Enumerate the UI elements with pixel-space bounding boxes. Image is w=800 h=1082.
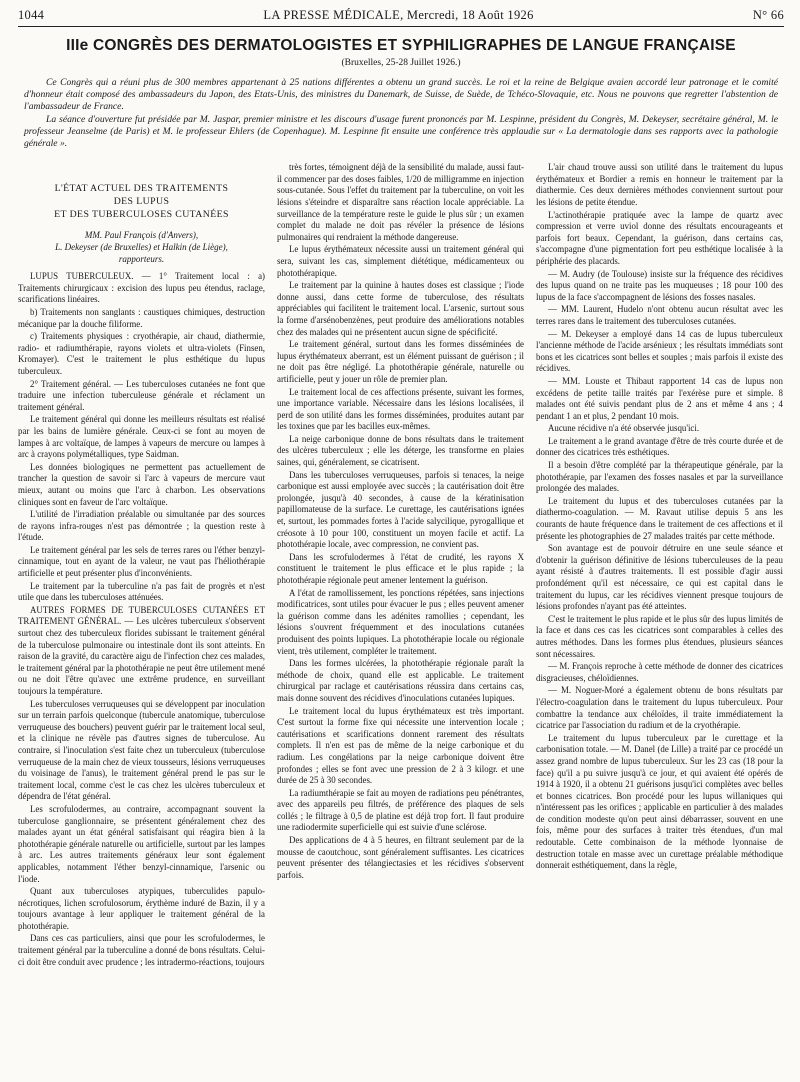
running-head [18,8,784,26]
paragraph: Le traitement local de ces affections présente, suivant les formes, une importance variable. Nécessaire dans les lésions localisées, il perd de son utilité dans les formes disséminées, produites autant par les toxines que par les bacilles eux-mêmes. [277,386,524,432]
article-title [18,182,265,221]
column-3-body [536,162,783,872]
congress-title: IIIe CONGRÈS DES DERMATOLOGISTES ET SYPHILIGRAPHES DE LANGUE FRANÇAISE [66,37,736,54]
paragraph: Quant aux tuberculoses atypiques, tuberculides papulo-nécrotiques, lichen scrofulosorum, érythème induré de Bazin, il y a toujours avantage à leur appliquer le traitement général de la photothérapie. [18,886,265,931]
paragraph: A l'état de ramollissement, les ponctions répétées, sans injections modificatrices, sont utiles pour évacuer le pus ; elles peuvent amener la guérison comme dans les adénites ramollies ; cependant, les lésions s'ouvrent fréquemment et des inoculations cutanées produisent des points lupiques. La photothérapie locale ou régionale vient, très utilement, compléter le traitement. [277,587,524,656]
paragraph: — M. Audry (de Toulouse) insiste sur la fréquence des récidives des lupus quand on ne traite pas les muqueuses ; 18 pour 100 des lupus de la face s'accompagnent de lésions des fosses nasales. [536,268,783,302]
paragraph: Les données biologiques ne permettent pas actuellement de trancher la question de savoir si l'arc à vapeurs de mercure vaut mieux, autant ou moins que l'arc à charbon. Les observations cliniques sont en faveur de l'arc voltaïque. [18,461,265,507]
author-line: MM. Paul François (d'Anvers), [84,230,199,241]
congress-intro [18,77,784,150]
paragraph: Son avantage est de pouvoir détruire en une seule séance et d'obtenir la guérison définitive de lésions tuberculeuses de la peau ayant résisté à d'autres traitements. Il est possible d'agir aussi profondément qu'il est nécessaire, ce qui est capital dans le traitement du lupus, car les récidives viennent presque toujours de lésions profondes n'ayant pas été atteintes. [536,543,783,612]
paragraph: Dans les formes ulcérées, la photothérapie régionale paraît la méthode de choix, quand elle est applicable. Le traitement chirurgical par raclage et cautérisations réussira dans certains cas, mais donne souvent des récidives d'inoculations cutanées lupiques. [277,658,524,703]
paragraph: Aucune récidive n'a été observée jusqu'ici. [548,423,700,434]
paragraph: Le traitement du lupus et des tuberculoses cutanées par la diathermo-coagulation. — M. Ravaut utilise depuis 5 ans les courants de haute fréquence dans le traitement de ces affections et il présente les photographies de 27 malades traités par cette méthode. [536,495,783,541]
column-1 [18,162,265,1022]
journal-title: LA PRESSE MÉDICALE, Mercredi, 18 Août 1926 [263,8,534,22]
paragraph: — M. François reproche à cette méthode de donner des cicatrices disgracieuses, chéloïdiennes. [536,661,783,683]
article-title-line: DES LUPUS [113,196,170,208]
paragraph: Le traitement général par les sels de terres rares ou l'éther benzyl-cinnamique, tout en ayant de la valeur, ne vaut pas l'héliothérapie artificielle et peut présenter plus d'inconvénients. [18,544,265,579]
paragraph: AUTRES FORMES DE TUBERCULOSES CUTANÉES ET TRAITEMENT GÉNÉRAL. — Les ulcères tuberculeux s'observent surtout chez des tuberculeux florides subissant le traitement général de la tuberculose pulmonaire ou intestinale dont ils sont atteints. En raison de la gravité, du caractère aigu de l'infection chez ces malades, le traitement général par la photothérapie ne peut être utilement mené ou ne doit l'être qu'avec une extrême prudence, en surveillant toujours la température. [18,604,265,696]
paragraph: — MM. Louste et Thibaut rapportent 14 cas de lupus non excédens de petite taille traités par l'exérèse pure et simple. 8 malades ont été suivis pendant plus de 2 ans et même 4 ans ; 4 pendant 1 an et plus, 2 pendant 10 mois. [536,375,783,421]
paragraph: Les scrofulodermes, au contraire, accompagnant souvent la tuberculose ganglionnaire, se présentent généralement chez des malades ayant un état général satisfaisant qui réagira bien à la photothérapie générale naturelle ou artificielle, surtout par les lampes à arc. Les autres traitements généraux leur sont également applicables, notamment l'éther benzyl-cinnamique, l'arsenic ou l'iode. [18,803,265,884]
paragraph: — M. Noguer-Moré a également obtenu de bons résultats par l'électro-coagulation dans le traitement du lupus tuberculeux. Pour combattre la tendance aux chéloïdes, il traite immédiatement la cicatrice par l'association du radium et de la cryothérapie. [536,685,783,731]
paragraph: C'est le traitement le plus rapide et le plus sûr des lupus limités de la face et dans ces cas les cicatrices sont comparables à celles des autres méthodes. Dans les formes plus étendues, plusieurs séances sont nécessaires. [536,613,783,659]
paragraph: Dans ces cas particuliers, ainsi que pour les scrofulodermes, le traitement général par la tuberculine a donné de bons résultats. Celui-ci doit être conduit avec prudence ; les intradermo-réactions, toujours [18,933,265,967]
paragraph: c) Traitements physiques : cryothérapie, air chaud, diathermie, radio- et radiumthérapie, rayons violets et ultra-violets (Finsen, Kromayer). C'est le traitement le plus esthétique du lupus tuberculeux. [18,331,265,376]
paragraph: Dans les scrofulodermes à l'état de crudité, les rayons X constituent le traitement le plus efficace et le plus rapide ; la photothérapie régionale peut amener lentement la guérison. [277,551,524,585]
paragraph: 2° Traitement général. — Les tuberculoses cutanées ne font que traduire une infection tuberculeuse générale et réclament un traitement général. [18,378,265,412]
column-3 [536,162,783,1022]
paragraph: — M. Dekeyser a employé dans 14 cas de lupus tuberculeux l'ancienne méthode de l'acide arsénieux ; les résultats immédiats sont bons et les cicatrices sont belles et souples ; mais parfois il existe des récidives. [536,328,783,374]
column-2 [277,162,524,1022]
paragraph: Les tuberculoses verruqueuses qui se développent par inoculation sur un terrain parfois quelconque (tubercule anatomique, tuberculose verruqueuse des bouchers) peuvent guérir par le traitement local seul, et la clinique ne révèle pas d'autres signes de tuberculose. Au contraire, si l'inoculation s'est faite chez un tuberculeux (tuberculose verruqueuse de la main chez de vieux tousseurs, lésions verruqueuses du voisinage de l'anus), le traitement général prend le pas sur le traitement local, comme c'est le cas chez les ulcères tuberculeux et dépendra de l'état général. [18,698,265,802]
paragraph: Le traitement par la tuberculine n'a pas fait de progrès et n'est utile que dans les tuberculoses atténuées. [18,580,265,603]
paragraph: L'actinothérapie pratiquée avec la lampe de quartz avec compression et verre uviol donne des résultats encourageants et parfois fort beaux. Cependant, la guérison, dans certains cas, s'accompagne d'une pigmentation fort peu esthétique localisée à la périphérie des placards. [536,209,783,266]
paragraph: La neige carbonique donne de bons résultats dans le traitement des ulcères tuberculeux ; elle les déterge, les transforme en plaies saines, qui, généralement, se cicatrisent. [277,433,524,468]
paragraph: b) Traitements non sanglants : caustiques chimiques, destruction mécanique par la douche filiforme. [18,307,265,329]
paragraph: Le traitement du lupus tuberculeux par le curettage et la carbonisation totale. — M. Danel (de Lille) a traité par ce procédé un assez grand nombre de lupus tuberculeux. Sur les 23 cas (18 pour la face) qu'il a pu suivre jusqu'à ce jour, et qui avaient été opérés de 1914 à 1920, il a obtenu 21 guérisons jusqu'ici complètes avec belles et bonnes cicatrices. Bon procédé pour les lupus willaniques qui n'intéressent pas les orifices ; applicable en particulier à des malades de condition modeste qu'on peut ainsi débarrasser, souvent en une fois, même pour des surfaces à traiter très étendues, d'un mal redoutable. Cette combinaison de la méthode lyonnaise de destruction totale en masse avec un curettage préalable méthodique donnerait esthétiquement, dans la règle, [536,732,783,871]
paragraph: La radiumthérapie se fait au moyen de radiations peu pénétrantes, avec des appareils peu filtrés, de préférence des plaques de sels collés ; le filtrage à 0,5 de platine est déjà trop fort. Il faut produire une radiodermite superficielle qui est suivie d'une sclérose. [277,787,524,833]
paragraph: Le traitement général qui donne les meilleurs résultats est réalisé par les bains de lumière générale. Ceux-ci se font au moyen de lampes à arc voltaïque, de lampes à vapeurs de mercure ou lampes à arc à crayons polymétalliques, type Saidman. [18,414,265,460]
paragraph: LUPUS TUBERCULEUX. — 1° Traitement local : a) Traitements chirurgicaux : excision des lupus peu étendus, raclage, scarifications linéaires. [18,271,265,305]
paragraph: Le traitement a le grand avantage d'être de très courte durée et de donner des cicatrices très esthétiques. [536,435,783,458]
newspaper-page [18,8,784,1076]
intro-paragraph: La séance d'ouverture fut présidée par M. Jaspar, premier ministre et les discours d'usage furent prononcés par M. Lespinne, président du Congrès, M. Dekeyser, secrétaire général, M. le professeur Jeanselme (de Paris) et M. le professeur Ehlers (de Copenhague). M. Lespinne fit ensuite une conférence très applaudie sur « La dermatologie dans ses rapports avec la pathologie générale ». [24,113,778,150]
header-rule [18,26,784,27]
author-line: rapporteurs. [118,254,165,265]
paragraph: très fortes, témoignent déjà de la sensibilité du malade, aussi faut-il commencer par des doses faibles, 1/20 de milligramme en injection sous-cutanée. Sous l'effet du traitement par la tuberculine, on voit les lésions s'éteindre et disparaître sans réaction locale appréciable. La surveillance de la température reste le guide le plus sûr ; un examen complet du malade ne doit pas révéler la présence de lésions pulmonaires qui rendraient la méthode dangereuse. [277,162,524,242]
paragraph: L'utilité de l'irradiation préalable ou simultanée par des sources de rayons infra-rouges n'est pas démontrée ; la question reste à l'étude. [18,509,265,543]
paragraph: Le traitement général, surtout dans les formes disséminées de lupus érythémateux aberrant, est un élément puissant de guérison ; il ne doit pas être négligé. La photothérapie générale, naturelle ou artificielle, peut y jouer un rôle de premier plan. [277,339,524,384]
page-number: 1044 [18,8,45,22]
issue-number: N° 66 [752,8,784,22]
paragraph: Le traitement par la quinine à hautes doses est classique ; l'iode donne aussi, dans cette forme de tuberculose, des résultats appréciables qui facilitent le traitement local. L'arsenic, surtout sous la forme d'arsénobenzènes, peut produire des améliorations notables chez des malades qui ne présentent aucun signe de spécificité. [277,280,524,337]
article-title-line: L'ÉTAT ACTUEL DES TRAITEMENTS [54,183,229,195]
article-columns [18,162,784,1022]
paragraph: Dans les tuberculoses verruqueuses, parfois si tenaces, la neige carbonique est aussi employée avec succès ; la cautérisation doit être prolongée, jusqu'à 40 secondes, à cause de la kératinisation papillomateuse de la surface. Le curettage, les cautérisations ignées et, surtout, les pommades fortes à l'acide salycilique, pyrogallique et créosote à 10 pour 100, constituent un moyen facile et actif. La photothérapie locale, avec compression, ne convient pas. [277,469,524,550]
paragraph: L'air chaud trouve aussi son utilité dans le traitement du lupus érythémateux et Bordier a remis en honneur le traitement par la diathermie. Ces deux dernières méthodes conviennent surtout pour les lésions de petite étendue. [536,162,783,207]
intro-paragraph: Ce Congrès qui a réuni plus de 300 membres appartenant à 25 nations différentes a obtenu un grand succès. Le roi et la reine de Belgique avaien accordé leur patronage et le comité d'honneur était composé des ambassadeurs du Japon, des Etats-Unis, des ministres du Danemark, de Suisse, de Suède, de Tchéco-Slovaquie, etc. Nous ne pouvons que regretter l'abstention de l'ambassadeur de France. [24,77,778,113]
column-1-body [18,271,265,968]
paragraph: Il a besoin d'être complété par la thérapeutique générale, par la photothérapie, par l'examen des fosses nasales et par la surveillance prolongée des malades. [536,460,783,494]
author-line: L. Dekeyser (de Bruxelles) et Halkin (de Liège), [55,242,228,253]
paragraph: Le traitement local du lupus érythémateux est très important. C'est surtout la forme fixe qui nécessite une intervention locale ; cautérisations et scarifications donnent rarement des résultats complets. Il n'en est pas de même de la neige carbonique et du radium. Les congélations par la neige carbonique doivent être profondes ; elles se font avec une pression de 2 à 3 kilogr. et une durée de 25 à 30 secondes. [277,705,524,786]
column-2-body [277,162,524,881]
paragraph: — MM. Laurent, Hudelo n'ont obtenu aucun résultat avec les terres rares dans le traitement des tuberculoses cutanées. [536,304,783,326]
congress-subtitle: (Bruxelles, 25-28 Juillet 1926.) [341,58,461,68]
paragraph: Le lupus érythémateux nécessite aussi un traitement général qui sera, suivant les cas, simplement diététique, médicamenteux ou photothérapique. [277,244,524,278]
article-title-line: ET DES TUBERCULOSES CUTANÉES [54,209,229,221]
paragraph: Des applications de 4 à 5 heures, en filtrant seulement par de la mousse de caoutchouc, sont généralement suffisantes. Les cicatrices peuvent présenter des télangiectasies et les récidives s'observent parfois. [277,835,524,880]
article-authors [18,229,265,265]
